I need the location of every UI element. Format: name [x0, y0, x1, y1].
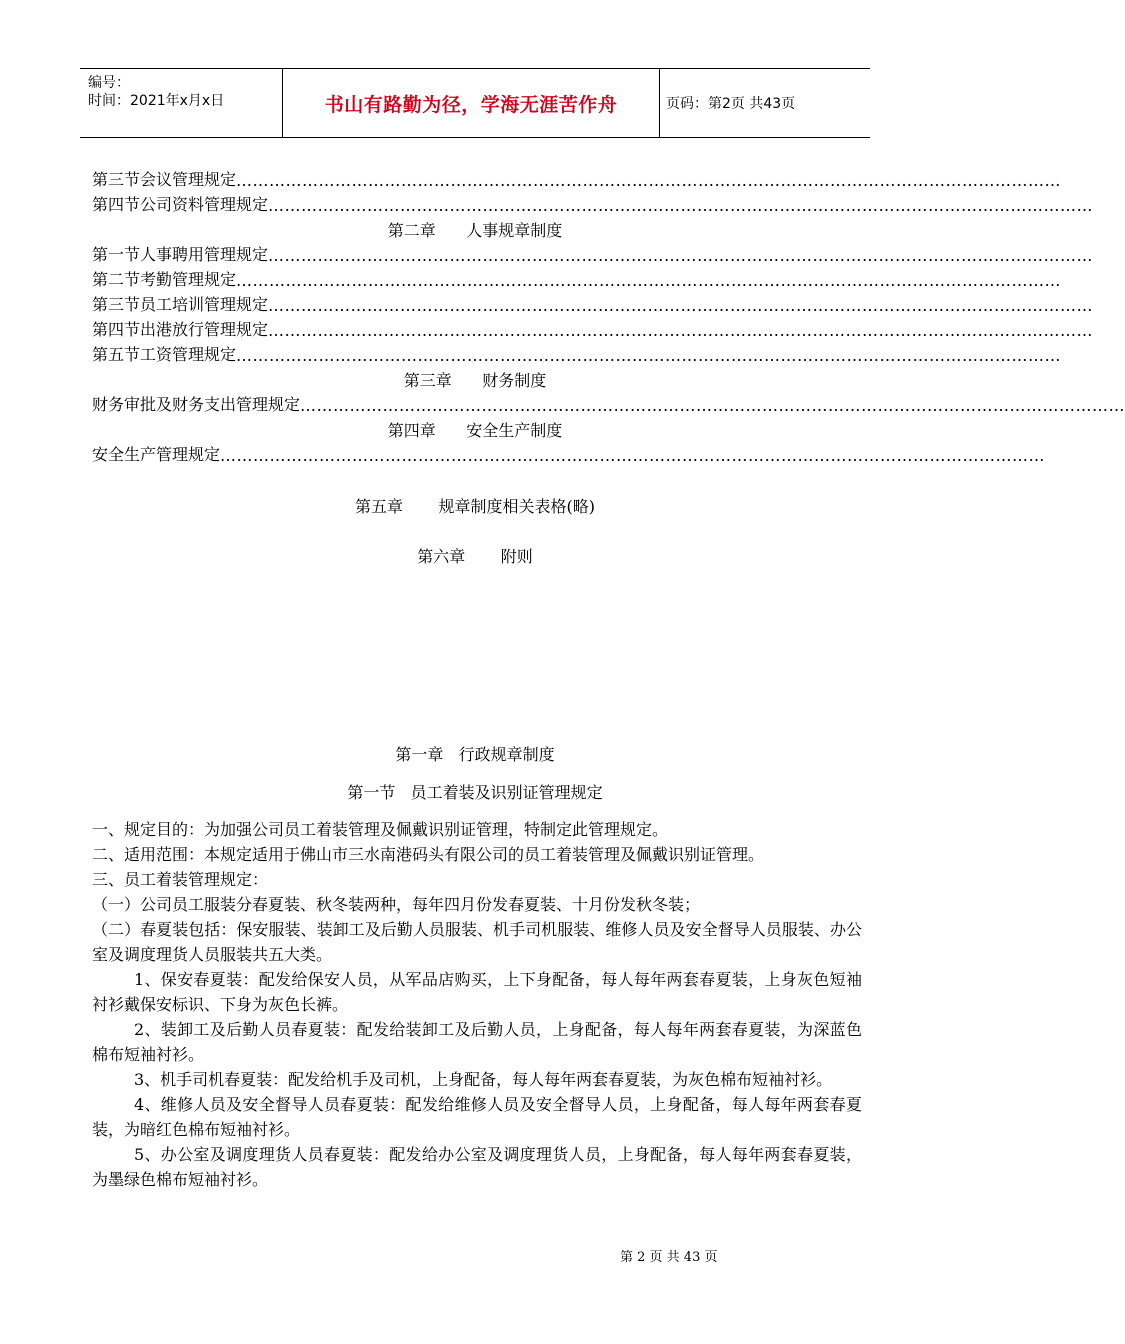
toc-chapter-heading: 第三章 财务制度 — [403, 371, 547, 390]
paragraph: （二）春夏装包括：保安服装、装卸工及后勤人员服装、机手司机服装、维修人员及安全督导人员服装、办公室及调度理货人员服装共五大类。 — [92, 920, 862, 964]
paragraph: 二、适用范围：本规定适用于佛山市三水南港码头有限公司的员工着装管理及佩戴识别证管理。 — [92, 845, 765, 864]
paragraph: 2、装卸工及后勤人员春夏装：配发给装卸工及后勤人员，上身配备，每人每年两套春夏装，为深蓝色棉布短袖衬衫。 — [92, 1020, 862, 1064]
toc-item[interactable]: 第四节 公司资料管理规定 …………………………………………………………………………………………………………………………………… — [92, 195, 1094, 215]
toc-chapter-heading: 第五章 规章制度相关表格(略) — [354, 497, 596, 516]
toc-chapter-heading: 第四章 安全生产制度 — [387, 421, 563, 440]
toc-item[interactable]: 安全生产管理规定 …………………………………………………………………………………………………………………………………… — [92, 445, 1046, 465]
number-label: 编号： — [88, 75, 130, 91]
paragraph: 一、规定目的：为加强公司员工着装管理及佩戴识别证管理，特制定此管理规定。 — [92, 820, 669, 839]
toc-chapter-heading: 第二章 人事规章制度 — [387, 221, 563, 240]
toc-chapter-heading: 第六章 附则 — [417, 547, 533, 566]
paragraph: 5、办公室及调度理货人员春夏装：配发给办公室及调度理货人员，上身配备，每人每年两套春夏装，为墨绿色棉布短袖衬衫。 — [92, 1145, 862, 1189]
header-slogan: 书山有路勤为径，学海无涯苦作舟 — [283, 69, 660, 137]
toc-item[interactable]: 第三节 会议管理规定 …………………………………………………………………………………………………………………………………… — [92, 170, 1062, 190]
paragraph: 1、保安春夏装：配发给保安人员，从军品店购买，上下身配备，每人每年两套春夏装，上身灰色短袖衬衫戴保安标识、下身为灰色长裤。 — [92, 970, 862, 1014]
toc-item[interactable]: 财务审批及财务支出管理规定 …………………………………………………………………………………………………………………………………… — [92, 395, 1125, 415]
paragraph: 三、员工着装管理规定： — [92, 870, 269, 889]
toc-item[interactable]: 第五节 工资管理规定 …………………………………………………………………………………………………………………………………… — [92, 345, 1062, 365]
paragraph: 4、维修人员及安全督导人员春夏装：配发给维修人员及安全督导人员，上身配备，每人每年两套春夏装，为暗红色棉布短袖衬衫。 — [92, 1095, 862, 1139]
header-meta — [80, 69, 283, 137]
time-label: 时间：2021年x月x日 — [88, 93, 225, 109]
body-text — [92, 817, 862, 1192]
paragraph: （一）公司员工服装分春夏装、秋冬装两种，每年四月份发春夏装、十月份发秋冬装； — [92, 895, 701, 914]
toc-item[interactable]: 第二节 考勤管理规定 …………………………………………………………………………………………………………………………………… — [92, 270, 1062, 290]
chapter-title: 第一章 行政规章制度 — [395, 745, 555, 764]
toc-item[interactable]: 第一节 人事聘用管理规定 …………………………………………………………………………………………………………………………………… — [92, 245, 1094, 265]
toc-item[interactable]: 第四节 出港放行管理规定 …………………………………………………………………………………………………………………………………… — [92, 320, 1094, 340]
paragraph: 3、机手司机春夏装：配发给机手及司机，上身配备，每人每年两套春夏装，为灰色棉布短袖衬衫。 — [134, 1070, 833, 1089]
toc-item[interactable]: 第三节 员工培训管理规定 …………………………………………………………………………………………………………………………………… — [92, 295, 1094, 315]
page-header — [80, 68, 870, 138]
page-number: 第 2 页 共 43 页 — [620, 1250, 718, 1265]
header-page-info: 页码：第2页 共43页 — [666, 96, 796, 112]
section-title: 第一节 员工着装及识别证管理规定 — [347, 783, 603, 802]
